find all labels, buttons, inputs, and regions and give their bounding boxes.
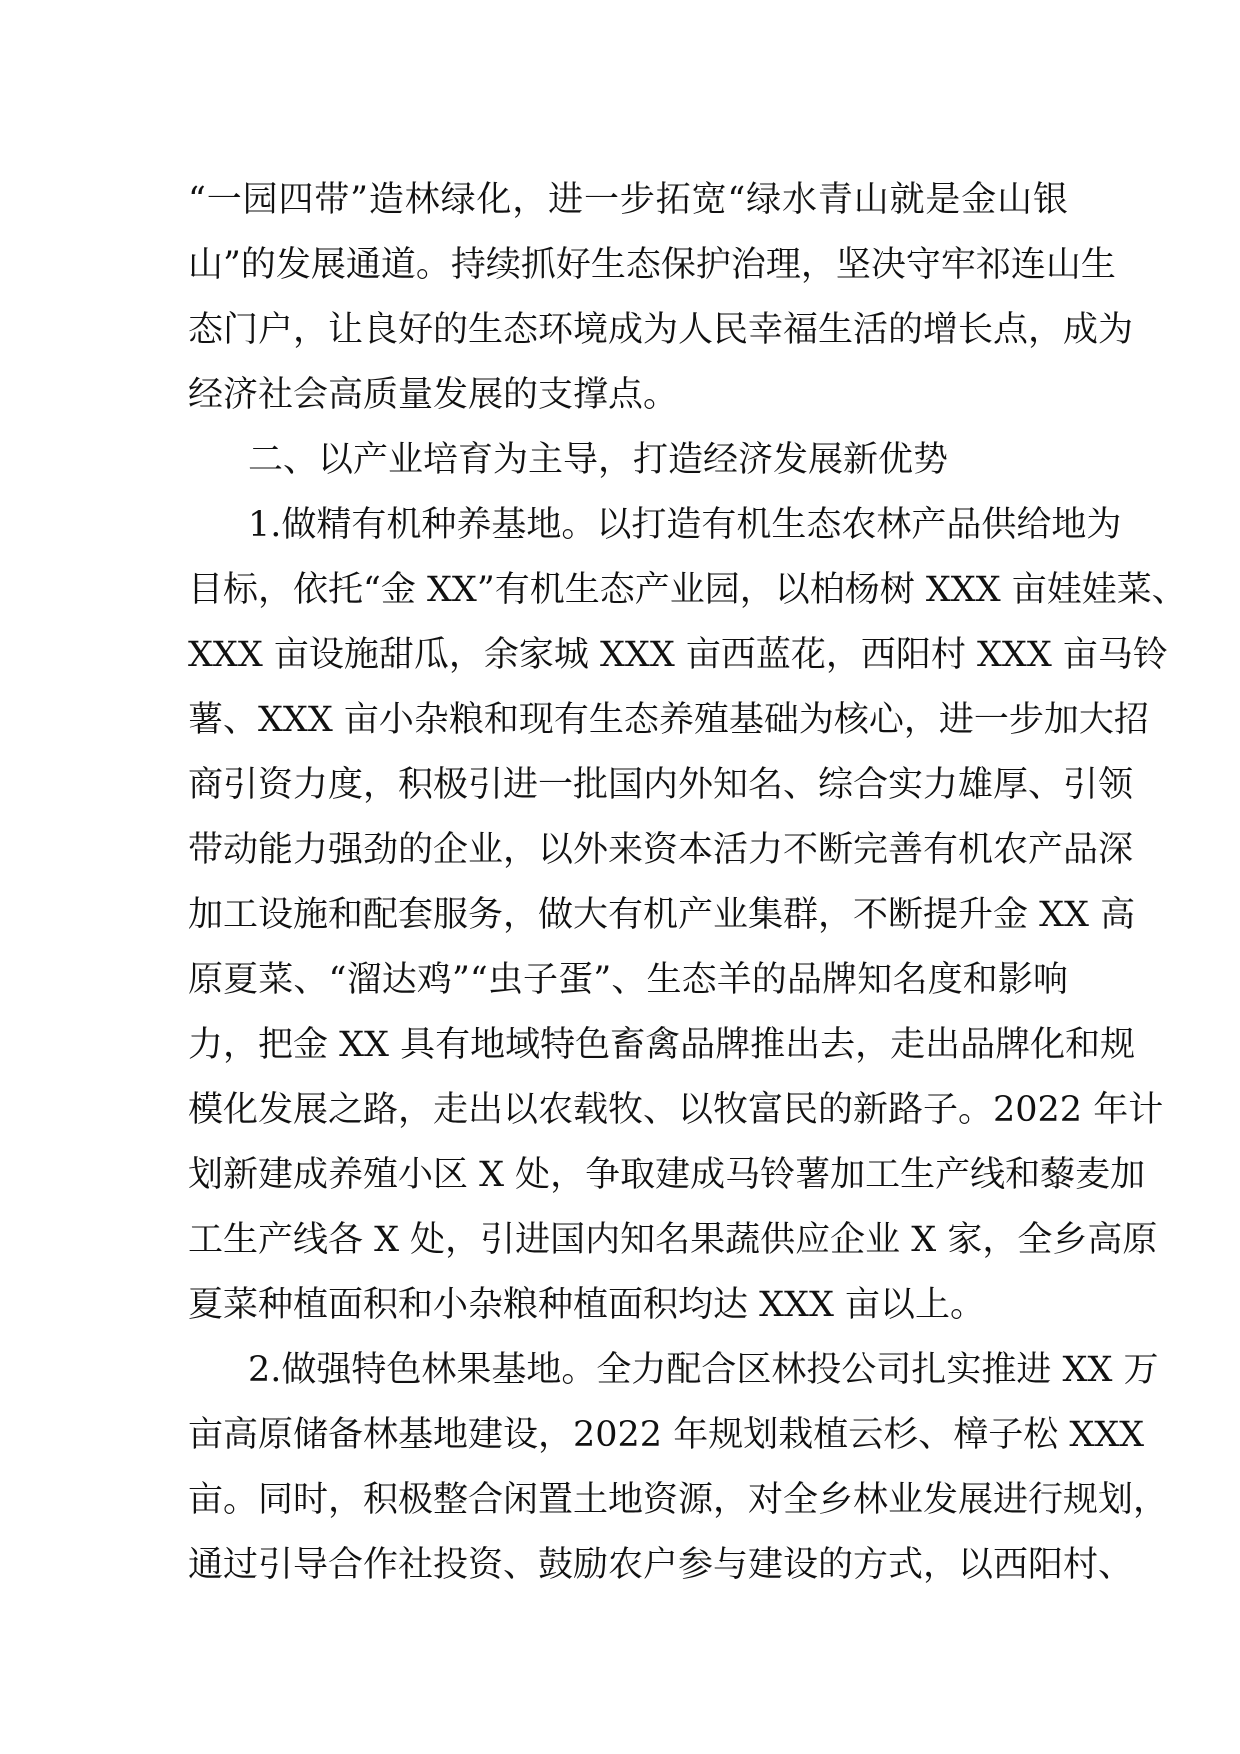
text-line: 亩高原储备林基地建设，2022 年规划栽植云杉、樟子松 XXX [188,1415,1145,1455]
text-line: 工生产线各 X 处，引进国内知名果蔬供应企业 X 家，全乡高原 [188,1220,1158,1260]
text-line: 山”的发展通道。持续抓好生态保护治理，坚决守牢祁连山生 [188,245,1116,285]
text-line: XXX 亩设施甜瓜，余家城 XXX 亩西蓝花，西阳村 XXX 亩马铃 [188,635,1168,675]
paragraph-forest-base [188,1338,1169,1598]
paragraph-organic-base [188,493,1187,1338]
paragraph-ecology [188,168,1134,428]
text-line: 2.做强特色林果基地。全力配合区林投公司扎实推进 XX 万 [248,1350,1159,1390]
text-line: 模化发展之路，走出以农载牧、以牧富民的新路子。2022 年计 [188,1090,1164,1130]
section-heading-2 [188,428,1068,493]
text-line: 力，把金 XX 具有地域特色畜禽品牌推出去，走出品牌化和规 [188,1025,1136,1065]
document-page [188,168,1187,1598]
text-line: 划新建成养殖小区 X 处，争取建成马铃薯加工生产线和藜麦加 [188,1155,1146,1195]
text-line: 1.做精有机种养基地。以打造有机生态农林产品供给地为 [248,505,1122,545]
text-line: 目标，依托“金 XX”有机生态产业园，以柏杨树 XXX 亩娃娃菜、 [188,570,1187,610]
text-line: 薯、XXX 亩小杂粮和现有生态养殖基础为核心，进一步加大招 [188,700,1149,740]
text-line: 经济社会高质量发展的支撑点。 [188,375,679,415]
text-line: 态门户，让良好的生态环境成为人民幸福生活的增长点，成为 [188,310,1134,350]
text-line: 商引资力度，积极引进一批国内外知名、综合实力雄厚、引领 [188,765,1134,805]
heading-text: 二、以产业培育为主导，打造经济发展新优势 [248,440,949,480]
text-line: 通过引导合作社投资、鼓励农户参与建设的方式，以西阳村、 [188,1545,1134,1585]
text-line: 亩。同时，积极整合闲置土地资源，对全乡林业发展进行规划， [188,1480,1169,1520]
text-line: 夏菜种植面积和小杂粮种植面积均达 XXX 亩以上。 [188,1285,986,1325]
text-line: 原夏菜、“溜达鸡”“虫子蛋”、生态羊的品牌知名度和影响 [188,960,1068,1000]
text-line: 加工设施和配套服务，做大有机产业集群，不断提升金 XX 高 [188,895,1136,935]
text-line: 带动能力强劲的企业，以外来资本活力不断完善有机农产品深 [188,830,1134,870]
text-line: “一园四带”造林绿化，进一步拓宽“绿水青山就是金山银 [188,180,1068,220]
